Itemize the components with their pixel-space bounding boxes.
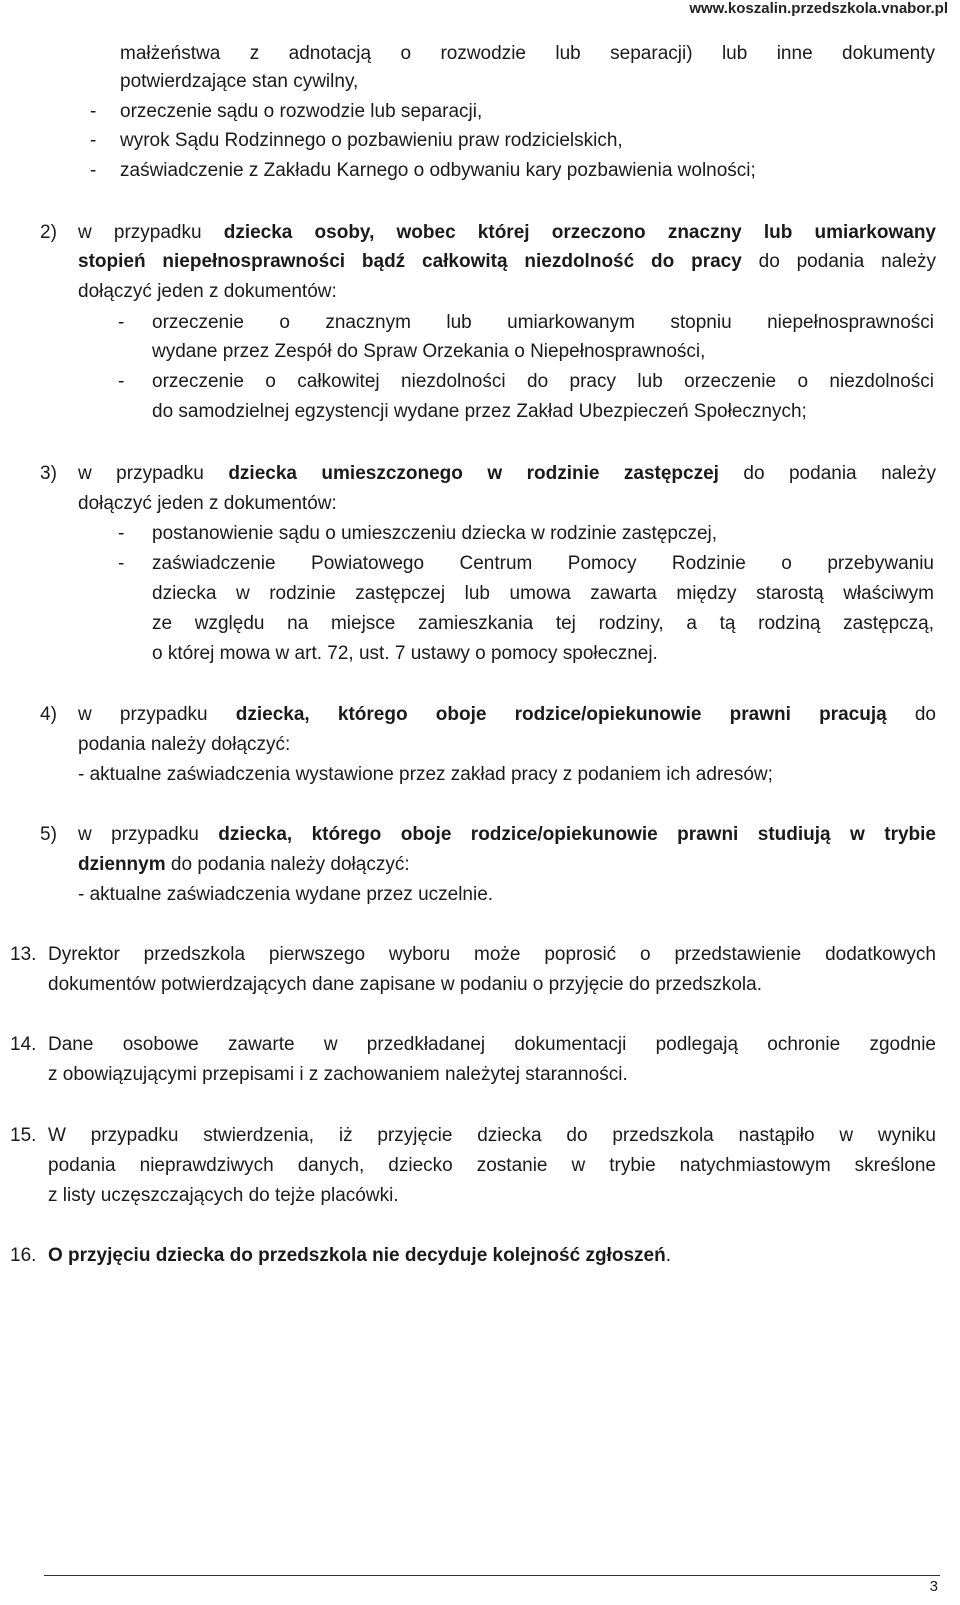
list-item: orzeczenie o znacznym lub umiarkowanym stopniu niepełnosprawności [152,312,934,333]
paragraph-line: w przypadku dziecka, którego oboje rodzice/opiekunowie prawni pracują do [78,704,936,725]
paragraph-line: dokumentów potwierdzających dane zapisane w podaniu o przyjęcie do przedszkola. [48,974,762,995]
dash-bullet: - [118,523,125,544]
dash-bullet: - [90,130,97,151]
dash-bullet: - [118,312,125,333]
dash-bullet: - [118,371,125,392]
paragraph-line: Dane osobowe zawarte w przedkładanej dokumentacji podlegają ochronie zgodnie [48,1034,936,1055]
paragraph-line: małżeństwa z adnotacją o rozwodzie lub separacji) lub inne dokumenty [120,43,935,64]
paragraph-line: podania nieprawdziwych danych, dziecko zostanie w trybie natychmiastowym skreślone [48,1155,936,1176]
paragraph-line: - aktualne zaświadczenia wydane przez uczelnie. [78,884,494,905]
paragraph-line: w przypadku dziecka umieszczonego w rodzinie zastępczej do podania należy [78,463,936,484]
page-number: 3 [929,1578,938,1595]
paragraph-line: z listy uczęszczających do tejże placówki. [48,1185,399,1206]
list-item: postanowienie sądu o umieszczeniu dziecka w rodzinie zastępczej, [152,523,718,544]
item-number: 3) [40,463,57,484]
dash-bullet: - [90,101,97,122]
paragraph-line: w przypadku dziecka osoby, wobec której orzeczono znaczny lub umiarkowany [78,222,936,243]
list-item: zaświadczenie Powiatowego Centrum Pomocy Rodzinie o przebywaniu [152,553,934,574]
item-number: 4) [40,704,57,725]
dash-bullet: - [118,553,125,574]
list-item-continuation: dziecka w rodzinie zastępczej lub umowa zawarta między starostą właściwym [152,583,934,604]
list-item: orzeczenie sądu o rozwodzie lub separacji, [120,101,483,122]
paragraph-number: 13. [10,944,37,965]
item-number: 2) [40,222,57,243]
list-item: wyrok Sądu Rodzinnego o pozbawieniu praw rodzicielskich, [120,130,623,151]
list-item-continuation: o której mowa w art. 72, ust. 7 ustawy o pomocy społecznej. [152,643,658,664]
paragraph-line: Dyrektor przedszkola pierwszego wyboru może poprosić o przedstawienie dodatkowych [48,944,936,965]
paragraph-line: potwierdzające stan cywilny, [120,71,359,92]
paragraph-line: O przyjęciu dziecka do przedszkola nie decyduje kolejność zgłoszeń. [48,1245,671,1266]
list-item-continuation: wydane przez Zespół do Spraw Orzekania o Niepełnosprawności, [152,341,706,362]
paragraph-line: dołączyć jeden z dokumentów: [78,281,337,302]
paragraph-line: podania należy dołączyć: [78,734,291,755]
paragraph-line: w przypadku dziecka, którego oboje rodzice/opiekunowie prawni studiują w trybie [78,824,936,845]
list-item-continuation: do samodzielnej egzystencji wydane przez Zakład Ubezpieczeń Społecznych; [152,401,807,422]
paragraph-number: 14. [10,1034,37,1055]
dash-bullet: - [90,160,97,181]
paragraph-line: W przypadku stwierdzenia, iż przyjęcie dziecka do przedszkola nastąpiło w wyniku [48,1125,936,1146]
paragraph-line: z obowiązującymi przepisami i z zachowaniem należytej staranności. [48,1064,628,1085]
list-item-continuation: ze względu na miejsce zamieszkania tej rodziny, a tą rodziną zastępczą, [152,613,934,634]
paragraph-line: dziennym do podania należy dołączyć: [78,854,410,875]
paragraph-number: 15. [10,1125,37,1146]
footer-divider [44,1575,940,1576]
paragraph-line: stopień niepełnosprawności bądź całkowitą niezdolność do pracy do podania należy [78,251,937,272]
list-item: zaświadczenie z Zakładu Karnego o odbywaniu kary pozbawienia wolności; [120,160,756,181]
paragraph-line: - aktualne zaświadczenia wystawione przez zakład pracy z podaniem ich adresów; [78,764,773,785]
item-number: 5) [40,824,57,845]
list-item: orzeczenie o całkowitej niezdolności do pracy lub orzeczenie o niezdolności [152,371,934,392]
paragraph-line: dołączyć jeden z dokumentów: [78,493,337,514]
page-header-url: www.koszalin.przedszkola.vnabor.pl [689,0,948,17]
paragraph-number: 16. [10,1245,37,1266]
